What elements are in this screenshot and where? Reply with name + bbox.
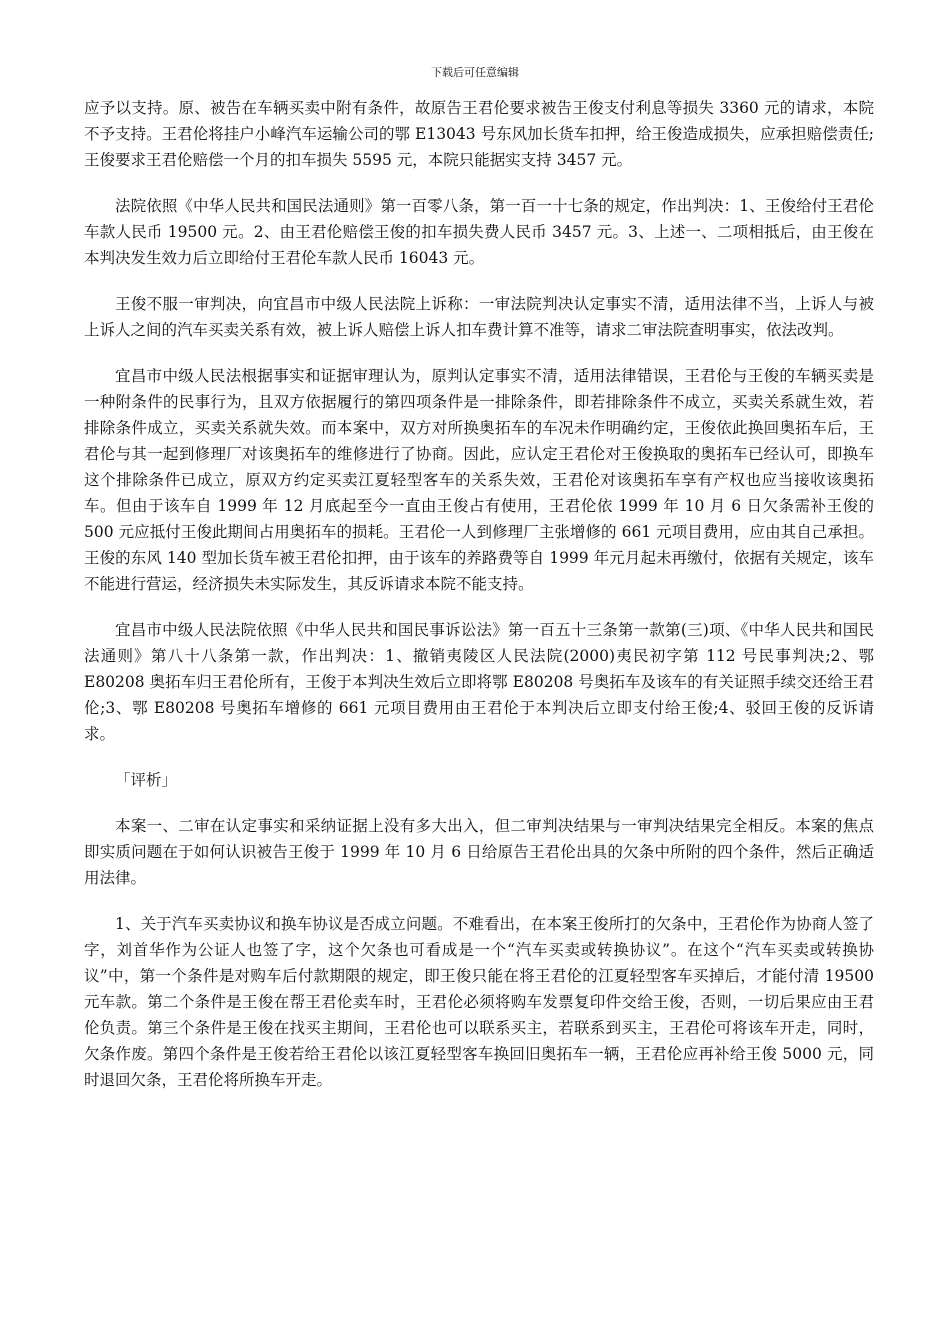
document-body	[84, 95, 874, 1113]
section-heading-analysis: 「评析」	[115, 771, 178, 789]
page-header: 下载后可任意编辑	[431, 66, 519, 79]
paragraph-4: 宜昌市中级人民法根据事实和证据审理认为，原判认定事实不清，适用法律错误，王君伦与王俊的车辆买卖是一种附条件的民事行为，且双方依据履行的第四项条件是一排除条件，即若排除条件不成立，买卖关系就生效，若排除条件成立，买卖关系就失效。而本案中，双方对所换奥拓车的车况未作明确约定，王俊依此换回奥拓车后，王君伦与其一起到修理厂对该奥拓车的维修进行了协商。因此，应认定王君伦对王俊换取的奥拓车已经认可，即换车这个排除条件已成立，原双方约定买卖江夏轻型客车的关系失效，王君伦对该奥拓车享有产权也应当接收该奥拓车。但由于该车自 1999 年 12 月底起至今一直由王俊占有使用，王君伦依 1999 年 10 月 6 日欠条需补王俊的 500 元应抵付王俊此期间占用奥拓车的损耗。王君伦一人到修理厂主张增修的 661 元项目费用，应由其自己承担。王俊的东风 140 型加长货车被王君伦扣押，由于该车的养路费等自 1999 年元月起未再缴付，依据有关规定，该车不能进行营运，经济损失未实际发生，其反诉请求本院不能支持。	[84, 367, 874, 593]
paragraph-2: 法院依照《中华人民共和国民法通则》第一百零八条，第一百一十七条的规定，作出判决：1、王俊给付王君伦车款人民币 19500 元。2、由王君伦赔偿王俊的扣车损失费人民币 3457 元。3、上述一、二项相抵后，由王俊在本判决发生效力后立即给付王君伦车款人民币 16043 元。	[84, 197, 874, 267]
paragraph-1: 应予以支持。原、被告在车辆买卖中附有条件，故原告王君伦要求被告王俊支付利息等损失 3360 元的请求，本院不予支持。王君伦将挂户小峰汽车运输公司的鄂 E13043 号东风加长货车扣押，给王俊造成损失，应承担赔偿责任;王俊要求王君伦赔偿一个月的扣车损失 5595 元，本院只能据实支持 3457 元。	[84, 99, 874, 169]
paragraph-5: 宜昌市中级人民法院依照《中华人民共和国民事诉讼法》第一百五十三条第一款第(三)项、《中华人民共和国民法通则》第八十八条第一款，作出判决：1、撤销夷陵区人民法院(2000)夷民初字第 112 号民事判决;2、鄂 E80208 奥拓车归王君伦所有，王俊于本判决生效后立即将鄂 E80208 号奥拓车及该车的有关证照手续交还给王君伦;3、鄂 E80208 号奥拓车增修的 661 元项目费用由王君伦于本判决后立即支付给王俊;4、驳回王俊的反诉请求。	[84, 621, 874, 743]
paragraph-3: 王俊不服一审判决，向宜昌市中级人民法院上诉称：一审法院判决认定事实不清，适用法律不当，上诉人与被上诉人之间的汽车买卖关系有效，被上诉人赔偿上诉人扣车费计算不准等，请求二审法院查明事实，依法改判。	[84, 295, 874, 339]
paragraph-6: 本案一、二审在认定事实和采纳证据上没有多大出入，但二审判决结果与一审判决结果完全相反。本案的焦点即实质问题在于如何认识被告王俊于 1999 年 10 月 6 日给原告王君伦出具的欠条中所附的四个条件，然后正确适用法律。	[84, 817, 874, 887]
paragraph-7: 1、关于汽车买卖协议和换车协议是否成立问题。不难看出，在本案王俊所打的欠条中，王君伦作为协商人签了字，刘首华作为公证人也签了字，这个欠条也可看成是一个“汽车买卖或转换协议”。在这个“汽车买卖或转换协议”中，第一个条件是对购车后付款期限的规定，即王俊只能在将王君伦的江夏轻型客车买掉后，才能付清 19500 元车款。第二个条件是王俊在帮王君伦卖车时，王君伦必须将购车发票复印件交给王俊，否则，一切后果应由王君伦负责。第三个条件是王俊在找买主期间，王君伦也可以联系买主，若联系到买主，王君伦可将该车开走，同时，欠条作废。第四个条件是王俊若给王君伦以该江夏轻型客车换回旧奥拓车一辆，王君伦应再补给王俊 5000 元，同时退回欠条，王君伦将所换车开走。	[84, 915, 874, 1089]
